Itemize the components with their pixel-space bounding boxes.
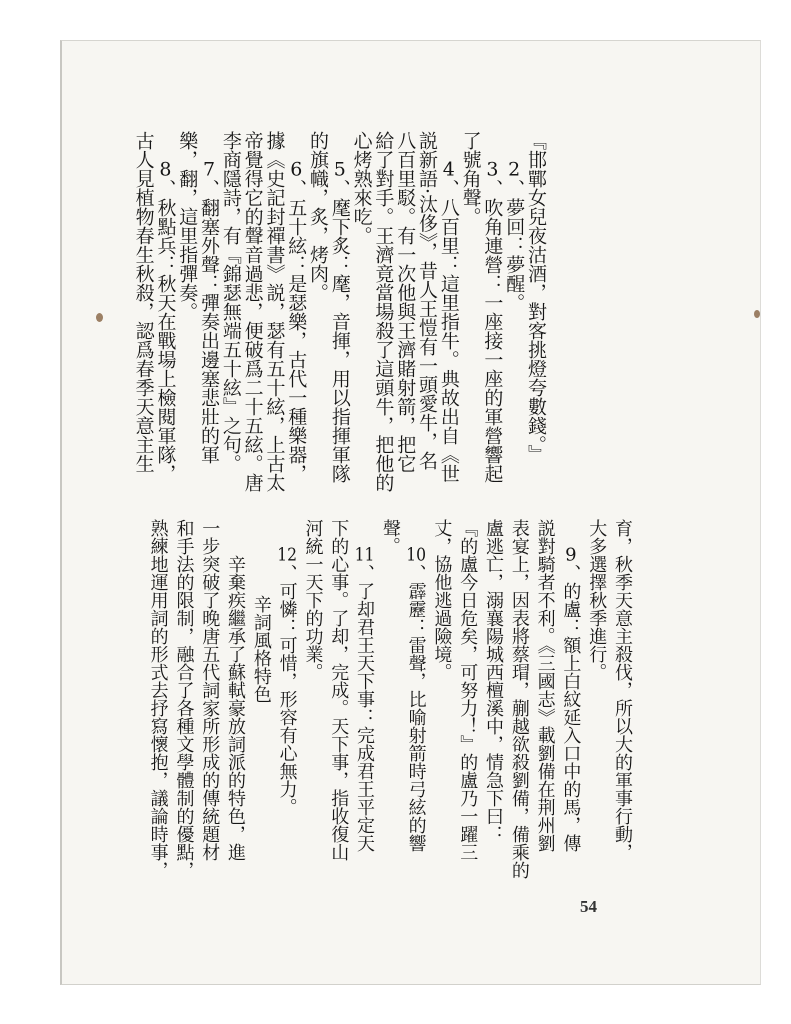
note-12-column <box>274 519 300 816</box>
column-text: 、的盧：額上白紋延入口中的馬，傳 <box>560 564 582 852</box>
column-text: 李商隱詩，有『錦瑟無端五十絃』之句。 <box>219 131 242 473</box>
note-11-column <box>351 519 377 852</box>
column-text: 一步突破了晚唐五代詞家所形成的傳統題材 <box>199 519 221 861</box>
column-text: 心烤熟來吃。 <box>350 131 373 245</box>
note-6-continuation <box>263 131 285 492</box>
note-8-continuation <box>132 131 154 473</box>
column-text: 表宴上，因表將蔡瑁，蒯越欲殺劉備，備乘的 <box>508 519 530 879</box>
column-text: 、夢回：夢醒。 <box>503 178 526 312</box>
note-number: 6 <box>290 159 303 179</box>
note-10-continuation <box>377 519 403 555</box>
column-text: 『的盧今日危矣，可努力！』的盧乃一躍三 <box>457 519 479 861</box>
quote-column <box>524 131 546 464</box>
column-text: 盧逃亡，溺襄陽城西檀溪中，情急下曰： <box>483 519 505 843</box>
column-text: 古人見植物春生秋殺，認爲春季天意主生 <box>132 131 155 473</box>
note-2-column <box>502 131 524 312</box>
note-8-continuation <box>609 519 635 861</box>
column-text: 、翻塞外聲：彈奏出邊塞悲壯的軍 <box>198 178 221 464</box>
note-5-continuation <box>306 131 328 302</box>
note-number: 12 <box>277 546 298 564</box>
paragraph-column <box>171 519 197 879</box>
note-10-column <box>403 519 429 852</box>
column-text: 給了對手。王濟竟當場殺了這頭牛，把他的 <box>372 131 395 492</box>
note-6-column <box>284 131 306 483</box>
note-number: 5 <box>333 159 346 179</box>
column-text: 了號角聲。 <box>459 131 482 226</box>
page-number: 54 <box>580 897 597 916</box>
lower-text-block <box>144 519 635 889</box>
note-4-continuation <box>372 131 394 492</box>
stain-spot <box>96 313 103 322</box>
column-text: 河統一天下的功業。 <box>302 519 324 681</box>
column-text: 説新語·汰侈》，昔人王愷有一頭愛牛，名 <box>416 131 439 470</box>
note-7-continuation <box>175 131 197 321</box>
upper-text-block <box>132 131 546 501</box>
column-text: 帝覺得它的聲音過悲，便破爲二十五絃。唐 <box>241 131 264 492</box>
column-text: 辛棄疾繼承了蘇軾豪放詞派的特色，進 <box>225 555 247 861</box>
column-text: 下的心事。了却，完成。天下事，指收復山 <box>328 519 350 861</box>
paragraph-first-column <box>222 519 248 861</box>
column-text: 、可憐：可惜，形容有心無力。 <box>276 564 298 816</box>
note-4-continuation <box>350 131 372 245</box>
note-9-continuation <box>532 519 558 852</box>
note-number: 2 <box>508 159 521 179</box>
note-number: 8 <box>159 159 172 179</box>
note-3-column <box>481 131 503 483</box>
column-text: 據《史記封禪書》説，瑟有五十絃，上古太 <box>263 131 286 492</box>
column-text: 的旗幟，炙，烤肉。 <box>307 131 330 302</box>
note-8-column <box>154 131 176 483</box>
section-heading <box>248 519 274 703</box>
note-8-continuation <box>583 519 609 681</box>
note-7-column <box>197 131 219 464</box>
column-text: 樂，翻，這里指彈奏。 <box>176 131 199 321</box>
book-page <box>60 40 761 985</box>
note-4-continuation <box>415 131 437 470</box>
column-text: 育，秋季天意主殺伐，所以大的軍事行動， <box>612 519 633 861</box>
column-text: 、秋點兵：秋天在戰場上檢閱軍隊， <box>154 178 177 483</box>
note-number: 3 <box>486 159 499 179</box>
column-text: 聲。 <box>379 519 401 555</box>
column-text: 辛詞風格特色 <box>250 594 272 703</box>
note-11-continuation <box>325 519 351 861</box>
column-text: 、五十絃：是瑟樂，古代一種樂器， <box>285 178 308 483</box>
column-text: 熟練地運用詞的形式去抒寫懷抱，議論時事， <box>147 519 169 879</box>
column-text: 、霹靂：雷聲，比喻射箭時弓絃的響 <box>405 564 427 852</box>
column-text: 丈，協他逃過險境。 <box>431 519 453 681</box>
note-number: 9 <box>565 546 577 564</box>
paragraph-column <box>196 519 222 861</box>
column-text: 、吹角連營：一座接一座的軍營響起 <box>481 178 504 483</box>
note-6-continuation <box>241 131 263 492</box>
note-number: 10 <box>406 546 427 564</box>
note-4-continuation <box>393 131 415 473</box>
column-text: 、麾下炙：麾，音揮，用以指揮軍隊 <box>328 178 351 483</box>
note-9-continuation <box>506 519 532 879</box>
column-text: 、了却君王天下事：完成君王平定天 <box>354 564 376 852</box>
note-5-column <box>328 131 350 483</box>
note-3-continuation <box>459 131 481 226</box>
column-text: 説對騎者不利。《三國志》載劉備在荆州劉 <box>534 519 556 852</box>
note-6-continuation <box>219 131 241 473</box>
paragraph-column <box>145 519 171 879</box>
column-text: 『邯鄲女兒夜沽酒，對客挑燈夸數錢。』 <box>525 131 547 464</box>
note-9-continuation <box>429 519 455 681</box>
note-11-continuation <box>300 519 326 681</box>
column-text: 大多選擇秋季進行。 <box>586 519 608 681</box>
note-9-continuation <box>480 519 506 843</box>
column-text: 八百里駁。有一次他與王濟賭射箭，把它 <box>394 131 417 473</box>
note-9-continuation <box>454 519 480 861</box>
note-9-column <box>558 519 584 852</box>
note-number: 11 <box>354 546 375 564</box>
column-text: 、八百里：這里指牛。典故出自《世 <box>437 178 460 483</box>
column-text: 和手法的限制，融合了各種文學體制的優點， <box>173 519 195 879</box>
note-number: 4 <box>442 159 455 179</box>
stain-spot <box>754 310 760 318</box>
note-4-column <box>437 131 459 483</box>
note-number: 7 <box>203 159 216 179</box>
